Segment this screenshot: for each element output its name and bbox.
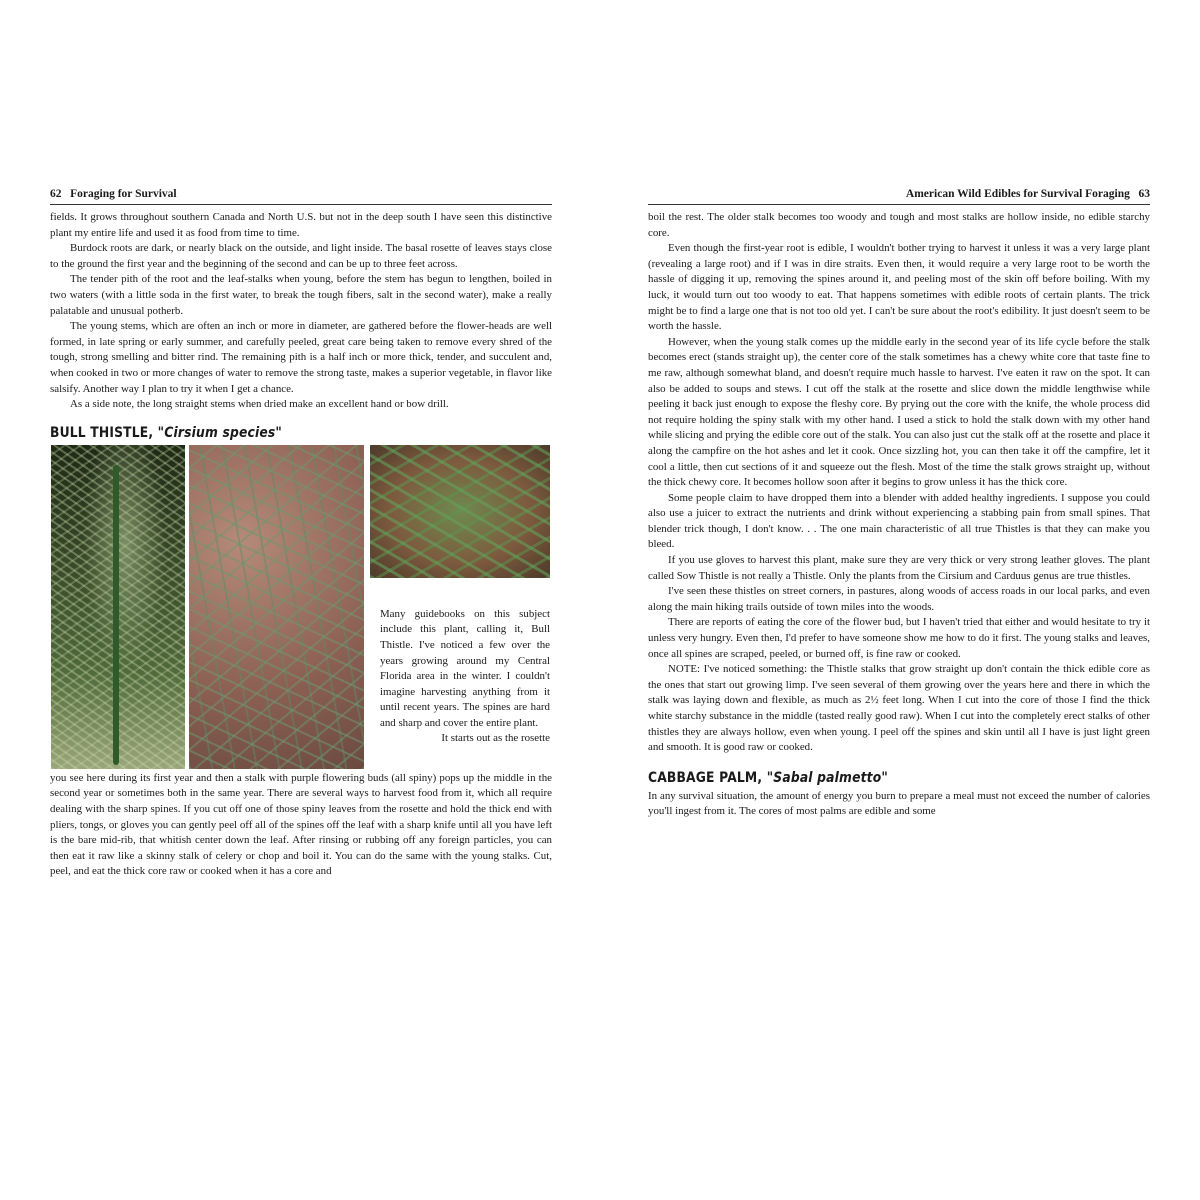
page-number: 62 <box>50 188 62 200</box>
book-title: American Wild Edibles for Survival Foraging <box>905 188 1130 200</box>
paragraph: In any survival situation, the amount of energy you burn to prepare a meal must not exceed the number of calories you'll ingest from it. The cores of most palms are edible and some <box>648 789 1150 818</box>
photo-bull-thistle-rosettes <box>189 445 364 769</box>
paragraph: Burdock roots are dark, or nearly black on the outside, and light inside. The basal rosette of leaves stays close to the ground the first year and the beginning of the second and can be up to three feet across. <box>50 242 552 270</box>
left-page <box>50 188 552 880</box>
photo-side-text <box>380 607 550 747</box>
photo-group <box>50 445 552 771</box>
section-heading-scientific: "Sabal palmetto" <box>766 769 888 786</box>
page-number: 63 <box>1138 188 1150 200</box>
section-heading-cabbage-palm <box>648 770 1090 786</box>
paragraph: The tender pith of the root and the leaf-stalks when young, before the stem has begun to lengthen, boiled in two waters (with a little soda in the first water, to break the tough fibers, salt in the second water), make a really palatable and unusual potherb. <box>50 273 552 317</box>
running-head-right-text <box>906 188 1150 200</box>
paragraph: NOTE: I've noticed something: the Thistle stalks that grow straight up don't contain the thick edible core as the ones that start out growing limp. I've seen several of them growing over the years here and there in which the stalk was laying down and flexible, as much as 2½ feet long. When I cut into the core of those I find the thick white starchy substance in the middle (tasted really good raw). When I cut into the completely erect stalks of other thistles they are always hollow, even when young. I peel off the spines and skin until all I have is just light green and smooth. It is good raw or cooked. <box>648 663 1150 754</box>
body-text-bottom <box>50 771 552 880</box>
running-head-left <box>50 188 552 205</box>
paragraph: It starts out as the rosette <box>441 732 550 745</box>
section-heading-bull-thistle <box>50 425 492 441</box>
running-head-right <box>648 188 1150 205</box>
section-heading-name: CABBAGE PALM, <box>648 769 767 786</box>
paragraph: Some people claim to have dropped them into a blender with added healthy ingredients. I suppose you could also use a juicer to extract the nutrients and drink without experiencing a stabbing pain from small spines. That blender trick though, I don't know. . . The one main characteristic of all true Thistles is that they can make you bleed. <box>648 491 1150 551</box>
photo-bull-thistle-closeup <box>370 445 550 578</box>
paragraph: As a side note, the long straight stems when dried make an excellent hand or bow drill. <box>70 398 449 411</box>
paragraph: you see here during its first year and then a stalk with purple flowering buds (all spiny) pops up the middle in the second year or sometimes both in the same year. There are several ways to harvest food from it, which all require dealing with the sharp spines. If you cut off one of those spiny leaves from the rosette and hold the thick end with pliers, tongs, or gloves you can gently peel off all of the spines off the leaf with a sharp knife until all you have left is the bare mid-rib, that whitish center down the leaf. After rinsing or rubbing off any foreign particles, you can then eat it raw like a skinny stalk of celery or chop and boil it. You can do the same with the young stalks. Cut, peel, and eat the thick core raw or cooked when it has a core and <box>50 771 552 878</box>
photo-bull-thistle-tall <box>51 445 185 769</box>
paragraph: fields. It grows throughout southern Canada and North U.S. but not in the deep south I have seen this distinctive plant my entire life and used it as food from time to time. <box>50 211 552 239</box>
running-head-left-text <box>50 188 177 200</box>
paragraph: However, when the young stalk comes up the middle early in the second year of its life cycle before the stalk becomes erect (stands straight up), the center core of the stalk sometimes has a chewy white core that taste fine to me raw, although somewhat bland, and doesn't require much hassle to harvest. I've eaten it raw on the spot. It can also be added to soups and stews. I cut off the stalk at the rosette and slice down the middle lengthwise while peeling it back just enough to expose the fleshy core. By prying out the core with the knife, the whole process did not require holding the spiny stalk with my other hand. I used a stick to hold the stalk down with my other hand while slicing and prying the edible core out of the stalk. You can also just cut the stalk off at the rosette and place it along the campfire on the hot ashes and let it cook. Once sizzling hot, you can then take it off the campfire, let it cool a little, then cut sections of it and squeeze out the flesh. Most of the time the stalk grows straight up, without the thick chewy core. It becomes hollow soon after it begins to grow unless it has the thick core. <box>648 335 1150 489</box>
body-text-top <box>50 210 552 413</box>
paragraph: The young stems, which are often an inch or more in diameter, are gathered before the flower-heads are well formed, in late spring or early summer, and carefully peeled, great care being taken to remove every shred of the tough, strong smelling and bitter rind. The remaining pith is a half inch or more thick, tender, and succulent and, when cooked in two or more changes of water to remove the strong taste, makes a superior vegetable, in flavor like salsify. Another way I plan to try it when I get a chance. <box>50 320 553 395</box>
section-body <box>648 789 1150 820</box>
paragraph: There are reports of eating the core of the flower bud, but I haven't tried that either and would hesitate to try it unless very hungry. Even then, I'd prefer to have someone show me how to do it first. The young stalks and leaves, once all spines are scraped, peeled, or burned off, is fine raw or cooked. <box>648 616 1150 660</box>
paragraph: Even though the first-year root is edible, I wouldn't bother trying to harvest it unless it was a very large plant (revealing a large root) and if I was in dire straits. Even then, it would require a very large root to be worth the hassle of digging it up, removing the spines around it, and peeling most of the skin off before boiling. With my luck, it would turn out too woody to eat. That happens sometimes with edible roots of certain plants. The trick might be to find a large one that is not too old yet. I can't be sure about the root's edibility. It just doesn't seem to be worth the hassle. <box>648 242 1150 333</box>
book-title: Foraging for Survival <box>70 188 177 200</box>
section-heading-name: BULL THISTLE, <box>50 424 158 441</box>
paragraph: Many guidebooks on this subject include this plant, calling it, Bull Thistle. I've noticed a few over the years growing around my Central Florida area in the winter. I couldn't imagine harvesting anything from it until recent years. The spines are hard and sharp and cover the entire plant. <box>380 607 550 729</box>
paragraph: I've seen these thistles on street corners, in pastures, along woods of access roads in our local parks, and even along the main hiking trails outside of town miles into the woods. <box>648 585 1150 613</box>
paragraph: If you use gloves to harvest this plant, make sure they are very thick or very strong leather gloves. The plant called Sow Thistle is not really a Thistle. Only the plants from the Cirsium and Carduus genus are true thistles. <box>648 554 1150 582</box>
paragraph: boil the rest. The older stalk becomes too woody and tough and most stalks are hollow inside, no edible starchy core. <box>648 211 1150 239</box>
section-heading-scientific: "Cirsium species" <box>157 424 283 441</box>
right-page <box>648 188 1150 820</box>
body-text <box>648 210 1150 756</box>
